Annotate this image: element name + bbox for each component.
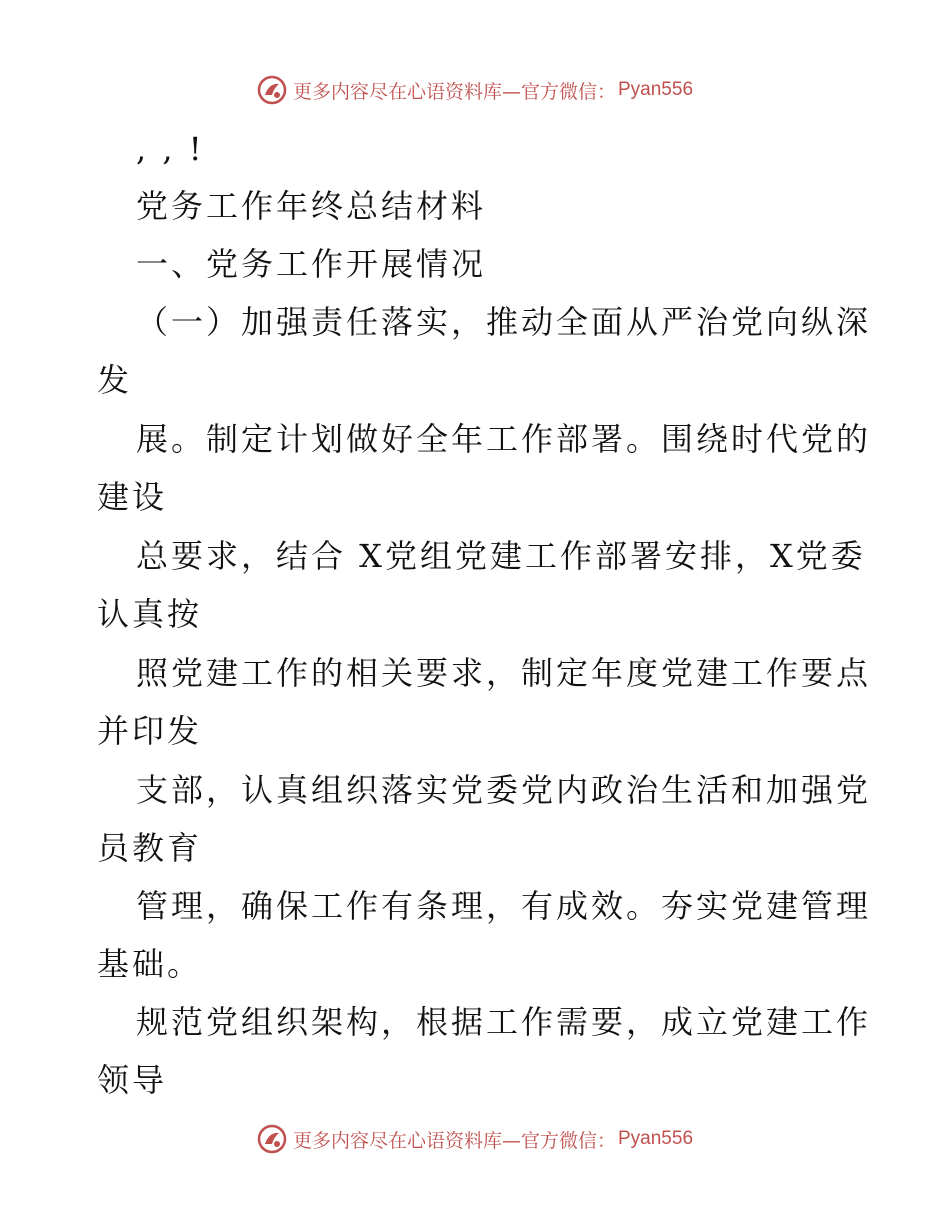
text-line: 规范党组织架构，根据工作需要，成立党建工作 bbox=[136, 1003, 872, 1041]
footer-watermark bbox=[0, 1119, 950, 1159]
text-line: 总要求，结合 X党组党建工作部署安排，X党委 bbox=[136, 537, 866, 575]
text-line: 支部，认真组织落实党委党内政治生活和加强党 bbox=[136, 771, 872, 809]
text-line: , , ! bbox=[136, 130, 205, 168]
watermark-handle: Pyan556 bbox=[618, 1128, 694, 1149]
section-heading: 一、党务工作开展情况 bbox=[136, 245, 487, 283]
watermark-text: 更多内容尽在心语资料库—官方微信： bbox=[292, 80, 616, 103]
watermark-text: 更多内容尽在心语资料库—官方微信： bbox=[292, 1129, 616, 1152]
seal-logo-icon bbox=[257, 1124, 287, 1154]
text-line: 建设 bbox=[97, 478, 168, 516]
text-line: 领导 bbox=[97, 1061, 168, 1099]
text-line: 展。制定计划做好全年工作部署。围绕时代党的 bbox=[136, 420, 872, 458]
header-watermark bbox=[0, 70, 950, 110]
text-line: 认真按 bbox=[97, 595, 203, 633]
document-title: 党务工作年终总结材料 bbox=[136, 187, 487, 225]
subsection-heading: （一）加强责任落实，推动全面从严治党向纵深 bbox=[136, 303, 872, 341]
text-line: 基础。 bbox=[97, 945, 203, 983]
text-line: 照党建工作的相关要求，制定年度党建工作要点 bbox=[136, 654, 872, 692]
text-line: 员教育 bbox=[97, 829, 203, 867]
text-line: 管理，确保工作有条理，有成效。夯实党建管理 bbox=[136, 887, 872, 925]
seal-logo-icon bbox=[257, 75, 287, 105]
text-line: 并印发 bbox=[97, 712, 203, 750]
text-line: 发 bbox=[97, 361, 133, 399]
watermark-handle: Pyan556 bbox=[618, 79, 694, 100]
